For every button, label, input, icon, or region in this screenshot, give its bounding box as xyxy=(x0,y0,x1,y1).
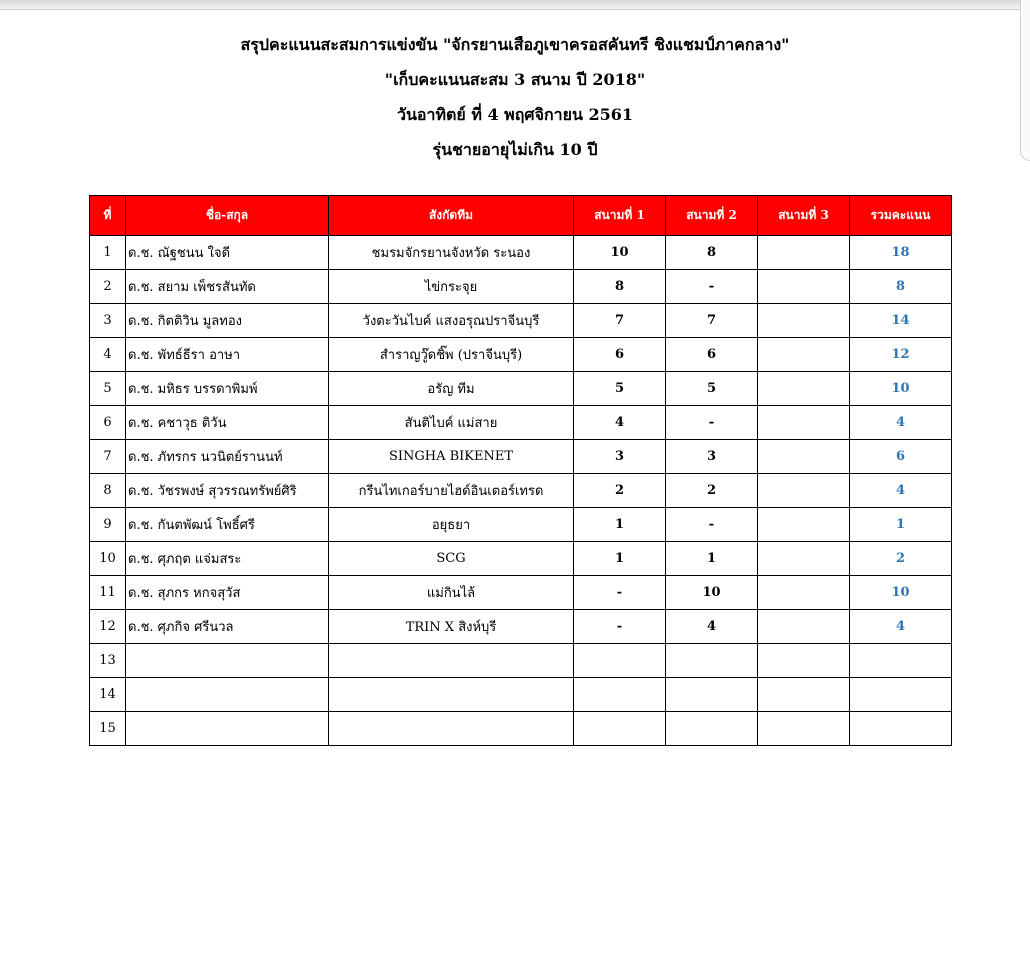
cell-stage-3 xyxy=(758,508,850,542)
cell-total xyxy=(850,678,952,712)
cell-team: ไข่กระจุย xyxy=(329,270,574,304)
cell-name: ด.ช. วัชรพงษ์ สุวรรณทรัพย์ศิริ xyxy=(126,474,329,508)
cell-no: 3 xyxy=(90,304,126,338)
table-row xyxy=(90,372,952,406)
cell-no: 11 xyxy=(90,576,126,610)
cell-no: 8 xyxy=(90,474,126,508)
cell-total: 1 xyxy=(850,508,952,542)
cell-stage-1: 8 xyxy=(574,270,666,304)
cell-stage-3 xyxy=(758,678,850,712)
cell-name: ด.ช. ศุภกิจ ศรีนวล xyxy=(126,610,329,644)
table-row xyxy=(90,678,952,712)
cell-total: 10 xyxy=(850,372,952,406)
cell-stage-2: 6 xyxy=(666,338,758,372)
header-no: ที่ xyxy=(90,196,126,236)
cell-stage-1 xyxy=(574,678,666,712)
cell-team: SCG xyxy=(329,542,574,576)
cell-name: ด.ช. ภัทรกร นวนิตย์รานนท์ xyxy=(126,440,329,474)
cell-team xyxy=(329,712,574,746)
event-date: วันอาทิตย์ ที่ 4 พฤศจิกายน 2561 xyxy=(396,105,634,124)
age-category: รุ่นชายอายุไม่เกิน 10 ปี xyxy=(432,140,598,159)
document-subtitle: "เก็บคะแนนสะสม 3 สนาม ปี 2018" xyxy=(384,70,646,89)
cell-total xyxy=(850,644,952,678)
cell-name: ด.ช. สุภกร หกจสุวัส xyxy=(126,576,329,610)
viewer-top-bar xyxy=(0,0,1030,10)
cell-name: ด.ช. กันตพัฒน์ โพธิ์ศรี xyxy=(126,508,329,542)
cell-no: 15 xyxy=(90,712,126,746)
table-row xyxy=(90,542,952,576)
table-row xyxy=(90,576,952,610)
cell-no: 13 xyxy=(90,644,126,678)
cell-total: 14 xyxy=(850,304,952,338)
cell-name xyxy=(126,678,329,712)
cell-stage-3 xyxy=(758,440,850,474)
cell-name: ด.ช. กิตติวิน มูลทอง xyxy=(126,304,329,338)
cell-stage-1: - xyxy=(574,610,666,644)
cell-team: อยุธยา xyxy=(329,508,574,542)
cell-stage-2 xyxy=(666,644,758,678)
cell-stage-1: 10 xyxy=(574,236,666,270)
table-row xyxy=(90,236,952,270)
cell-stage-1: 1 xyxy=(574,542,666,576)
cell-total: 12 xyxy=(850,338,952,372)
cell-total: 8 xyxy=(850,270,952,304)
cell-stage-2: - xyxy=(666,270,758,304)
cell-stage-3 xyxy=(758,610,850,644)
table-row xyxy=(90,406,952,440)
cell-name: ด.ช. ณัฐชนน ใจดี xyxy=(126,236,329,270)
cell-total: 2 xyxy=(850,542,952,576)
cell-no: 5 xyxy=(90,372,126,406)
cell-total: 6 xyxy=(850,440,952,474)
cell-stage-1: 3 xyxy=(574,440,666,474)
cell-stage-1: - xyxy=(574,576,666,610)
table-row xyxy=(90,270,952,304)
standings-table xyxy=(89,195,952,746)
cell-no: 1 xyxy=(90,236,126,270)
cell-name xyxy=(126,712,329,746)
cell-team: แม่กินไล้ xyxy=(329,576,574,610)
cell-stage-3 xyxy=(758,338,850,372)
cell-no: 10 xyxy=(90,542,126,576)
table-row xyxy=(90,474,952,508)
cell-team: วังตะวันไบค์ แสงอรุณปราจีนบุรี xyxy=(329,304,574,338)
cell-stage-1: 6 xyxy=(574,338,666,372)
cell-no: 6 xyxy=(90,406,126,440)
cell-team: สำราญวู๊ดชิ๊พ (ปราจีนบุรี) xyxy=(329,338,574,372)
cell-no: 2 xyxy=(90,270,126,304)
cell-stage-3 xyxy=(758,270,850,304)
cell-total xyxy=(850,712,952,746)
cell-total: 18 xyxy=(850,236,952,270)
cell-name: ด.ช. พัทธ์ธีรา อาษา xyxy=(126,338,329,372)
cell-team: ชมรมจักรยานจังหวัด ระนอง xyxy=(329,236,574,270)
header-stage-3: สนามที่ 3 xyxy=(758,196,850,236)
cell-stage-1: 7 xyxy=(574,304,666,338)
cell-no: 12 xyxy=(90,610,126,644)
table-body xyxy=(90,236,952,746)
cell-stage-1: 1 xyxy=(574,508,666,542)
cell-name: ด.ช. ศุภฤต แจ่มสระ xyxy=(126,542,329,576)
cell-team xyxy=(329,644,574,678)
cell-stage-3 xyxy=(758,474,850,508)
cell-no: 7 xyxy=(90,440,126,474)
cell-stage-2 xyxy=(666,712,758,746)
table-row xyxy=(90,610,952,644)
header-team: สังกัดทีม xyxy=(329,196,574,236)
cell-stage-2: 1 xyxy=(666,542,758,576)
table-row xyxy=(90,712,952,746)
cell-no: 14 xyxy=(90,678,126,712)
cell-stage-1: 2 xyxy=(574,474,666,508)
cell-name: ด.ช. คชาวุธ ติวัน xyxy=(126,406,329,440)
header-name: ชื่อ-สกุล xyxy=(126,196,329,236)
cell-stage-1 xyxy=(574,644,666,678)
header-stage-2: สนามที่ 2 xyxy=(666,196,758,236)
document-title: สรุปคะแนนสะสมการแข่งขัน "จักรยานเสือภูเขาครอสคันทรี ชิงแชมป์ภาคกลาง" xyxy=(240,35,790,54)
table-row xyxy=(90,644,952,678)
cell-name: ด.ช. สยาม เพ็ชรสันทัด xyxy=(126,270,329,304)
table-row xyxy=(90,304,952,338)
cell-stage-3 xyxy=(758,372,850,406)
document-headings xyxy=(0,36,1030,176)
cell-stage-2: - xyxy=(666,406,758,440)
cell-team: สันติไบค์ แม่สาย xyxy=(329,406,574,440)
cell-stage-3 xyxy=(758,576,850,610)
table-row xyxy=(90,508,952,542)
cell-stage-2: 4 xyxy=(666,610,758,644)
cell-team: TRIN X สิงห์บุรี xyxy=(329,610,574,644)
cell-team xyxy=(329,678,574,712)
cell-stage-2: 8 xyxy=(666,236,758,270)
cell-stage-2 xyxy=(666,678,758,712)
cell-total: 4 xyxy=(850,610,952,644)
cell-total: 4 xyxy=(850,406,952,440)
cell-stage-1 xyxy=(574,712,666,746)
cell-no: 4 xyxy=(90,338,126,372)
cell-team: กรีนไทเกอร์บายไฮด์อินเตอร์เทรด xyxy=(329,474,574,508)
cell-team: SINGHA BIKENET xyxy=(329,440,574,474)
table-header-row xyxy=(90,196,952,236)
table-row xyxy=(90,440,952,474)
cell-stage-3 xyxy=(758,542,850,576)
cell-stage-2: 2 xyxy=(666,474,758,508)
cell-stage-2: 10 xyxy=(666,576,758,610)
cell-no: 9 xyxy=(90,508,126,542)
cell-name xyxy=(126,644,329,678)
cell-total: 10 xyxy=(850,576,952,610)
cell-stage-3 xyxy=(758,406,850,440)
cell-name: ด.ช. มหิธร บรรดาพิมพ์ xyxy=(126,372,329,406)
header-stage-1: สนามที่ 1 xyxy=(574,196,666,236)
cell-stage-3 xyxy=(758,304,850,338)
cell-stage-2: 3 xyxy=(666,440,758,474)
cell-stage-2: - xyxy=(666,508,758,542)
cell-stage-3 xyxy=(758,712,850,746)
cell-stage-2: 7 xyxy=(666,304,758,338)
table-row xyxy=(90,338,952,372)
cell-total: 4 xyxy=(850,474,952,508)
cell-stage-1: 4 xyxy=(574,406,666,440)
header-total: รวมคะแนน xyxy=(850,196,952,236)
cell-team: อรัญ ทีม xyxy=(329,372,574,406)
cell-stage-2: 5 xyxy=(666,372,758,406)
cell-stage-3 xyxy=(758,644,850,678)
cell-stage-3 xyxy=(758,236,850,270)
cell-stage-1: 5 xyxy=(574,372,666,406)
